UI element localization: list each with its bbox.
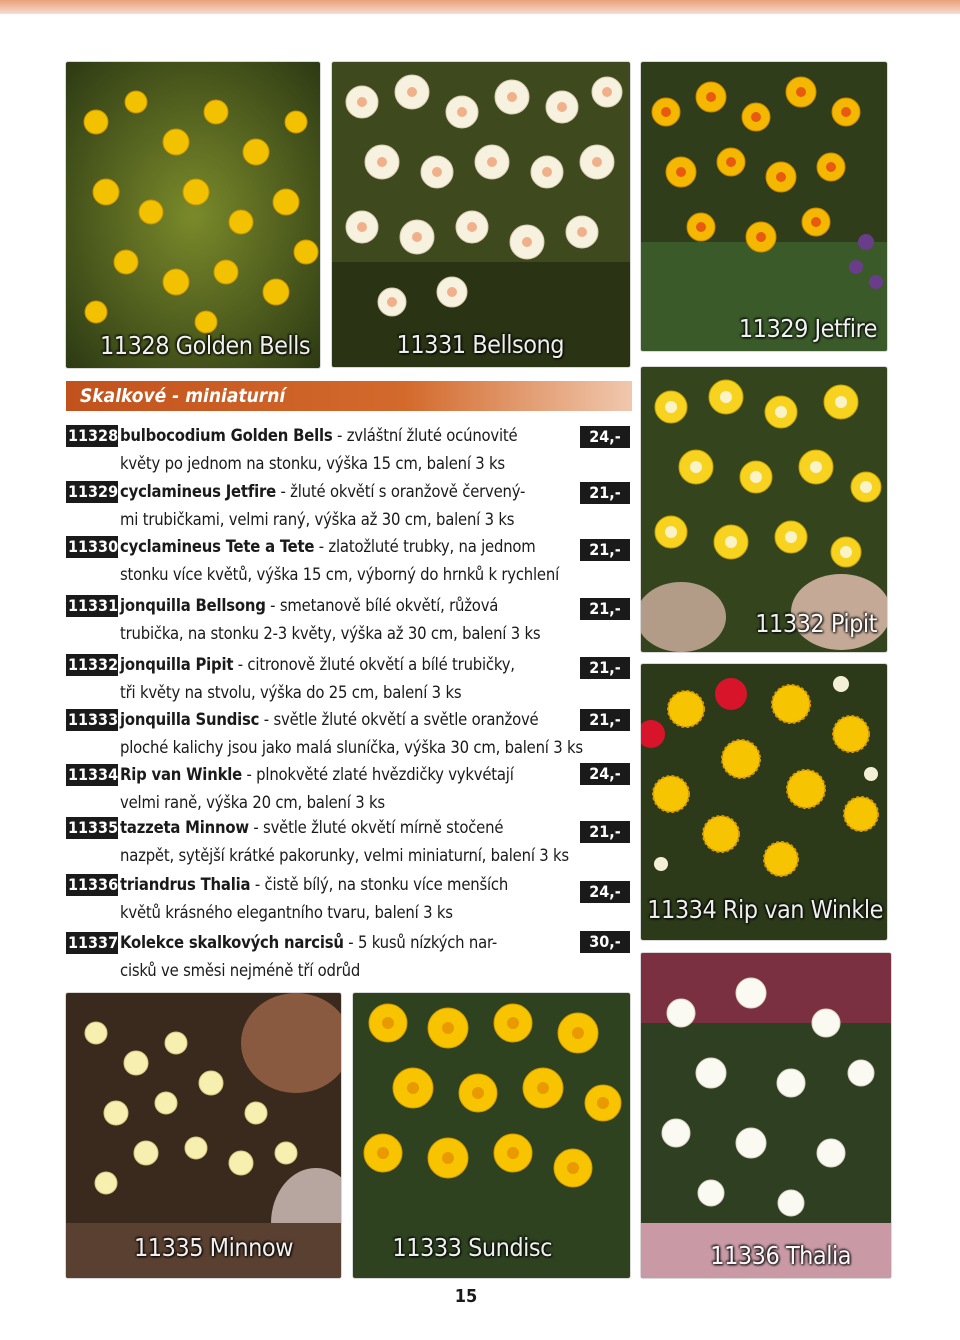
product-code: 11337 <box>68 933 119 952</box>
product-desc: - světle žluté okvětí mírně stočené <box>248 818 504 837</box>
photo-jetfire <box>641 62 887 351</box>
product-desc: - čistě bílý, na stonku více menších <box>250 875 509 894</box>
product-desc: - 5 kusů nízkých nar- <box>343 933 498 952</box>
product-entry <box>66 424 632 478</box>
product-line1 <box>120 708 538 732</box>
page-number: 15 <box>454 1286 478 1307</box>
product-name: tazzeta Minnow <box>120 818 249 837</box>
product-line1 <box>120 816 503 840</box>
product-desc: - zvláštní žluté ocúnovité <box>332 426 518 445</box>
product-entry <box>66 653 632 707</box>
product-line1 <box>120 424 518 448</box>
photo-rip-van-winkle <box>641 664 887 940</box>
product-line2: velmi raně, výška 20 cm, balení 3 ks <box>120 793 385 812</box>
product-price: 21,- <box>580 482 630 504</box>
product-line2: trubička, na stonku 2-3 květy, výška až 30 cm, balení 3 ks <box>120 624 541 643</box>
product-line2: mi trubičkami, velmi raný, výška až 30 cm, balení 3 ks <box>120 510 515 529</box>
product-name: bulbocodium Golden Bells <box>120 426 333 445</box>
product-price: 21,- <box>580 539 630 561</box>
photo-bellsong-image <box>332 62 630 367</box>
product-price: 21,- <box>580 709 630 731</box>
product-entry <box>66 816 632 870</box>
photo-caption: 11331 Bellsong <box>396 330 564 359</box>
product-line2: nazpět, sytější krátké pakorunky, velmi miniaturní, balení 3 ks <box>120 846 569 865</box>
photo-bellsong <box>332 62 630 367</box>
product-code: 11328 <box>68 426 119 445</box>
product-entry <box>66 480 632 534</box>
photo-thalia <box>641 953 891 1278</box>
product-line1 <box>120 594 498 618</box>
photo-thalia-image <box>641 953 891 1278</box>
section-title: Skalkové - miniaturní <box>66 381 632 411</box>
product-name: cyclamineus Tete a Tete <box>120 537 315 556</box>
product-code: 11329 <box>68 482 119 501</box>
product-name: jonquilla Pipit <box>120 655 234 674</box>
product-code: 11331 <box>68 596 119 615</box>
product-price: 24,- <box>580 426 630 448</box>
product-line1 <box>120 480 525 504</box>
product-entry <box>66 873 632 927</box>
product-line2: tři květy na stvolu, výška do 25 cm, balení 3 ks <box>120 683 462 702</box>
product-price: 21,- <box>580 598 630 620</box>
product-code: 11330 <box>68 537 119 556</box>
product-price: 30,- <box>580 931 630 953</box>
product-name: Rip van Winkle <box>120 765 242 784</box>
photo-minnow <box>66 993 341 1278</box>
photo-golden-bells-image <box>66 62 320 368</box>
product-entry <box>66 535 632 589</box>
photo-caption: 11335 Minnow <box>133 1233 293 1262</box>
product-code: 11332 <box>68 655 119 674</box>
photo-caption: 11332 Pipit <box>755 609 877 638</box>
product-name: Kolekce skalkových narcisů <box>120 933 344 952</box>
product-price: 21,- <box>580 657 630 679</box>
product-line2: květy po jednom na stonku, výška 15 cm, balení 3 ks <box>120 454 505 473</box>
product-line1 <box>120 535 536 559</box>
product-price: 24,- <box>580 881 630 903</box>
product-code: 11335 <box>68 818 119 837</box>
product-line1 <box>120 931 497 955</box>
product-entry <box>66 931 632 985</box>
product-entry <box>66 708 632 762</box>
photo-caption: 11329 Jetfire <box>738 314 877 343</box>
photo-pipit <box>641 367 887 652</box>
product-name: jonquilla Bellsong <box>120 596 266 615</box>
photo-caption: 11336 Thalia <box>710 1241 851 1270</box>
product-line2: stonku více květů, výška 15 cm, výborný do hrnků k rychlení <box>120 565 560 584</box>
photo-golden-bells <box>66 62 320 368</box>
product-desc: - plnokvěté zlaté hvězdičky vykvétají <box>242 765 514 784</box>
photo-caption: 11334 Rip van Winkle <box>647 895 883 924</box>
product-name: triandrus Thalia <box>120 875 251 894</box>
product-line2: ploché kalichy jsou jako malá sluníčka, výška 30 cm, balení 3 ks <box>120 738 583 757</box>
product-desc: - zlatožluté trubky, na jednom <box>314 537 536 556</box>
product-name: cyclamineus Jetfire <box>120 482 276 501</box>
product-line2: cisků ve směsi nejméně tří odrůd <box>120 961 361 980</box>
product-line1 <box>120 653 515 677</box>
product-price: 21,- <box>580 821 630 843</box>
product-line1 <box>120 873 508 897</box>
product-code: 11334 <box>68 765 119 784</box>
photo-caption: 11333 Sundisc <box>392 1233 552 1262</box>
photo-sundisc <box>353 993 630 1278</box>
product-price: 24,- <box>580 763 630 785</box>
top-band <box>0 0 960 14</box>
photo-jetfire-image <box>641 62 887 351</box>
product-desc: - smetanově bílé okvětí, růžová <box>265 596 499 615</box>
product-entry <box>66 594 632 648</box>
product-desc: - světle žluté okvětí a světle oranžové <box>259 710 539 729</box>
product-code: 11336 <box>68 875 119 894</box>
product-line1 <box>120 763 514 787</box>
photo-caption: 11328 Golden Bells <box>100 331 311 360</box>
product-entry <box>66 763 632 817</box>
product-line2: květů krásného elegantního tvaru, balení 3 ks <box>120 903 453 922</box>
product-desc: - citronově žluté okvětí a bílé trubičky, <box>233 655 515 674</box>
product-desc: - žluté okvětí s oranžově červený- <box>275 482 526 501</box>
product-code: 11333 <box>68 710 119 729</box>
product-name: jonquilla Sundisc <box>120 710 260 729</box>
